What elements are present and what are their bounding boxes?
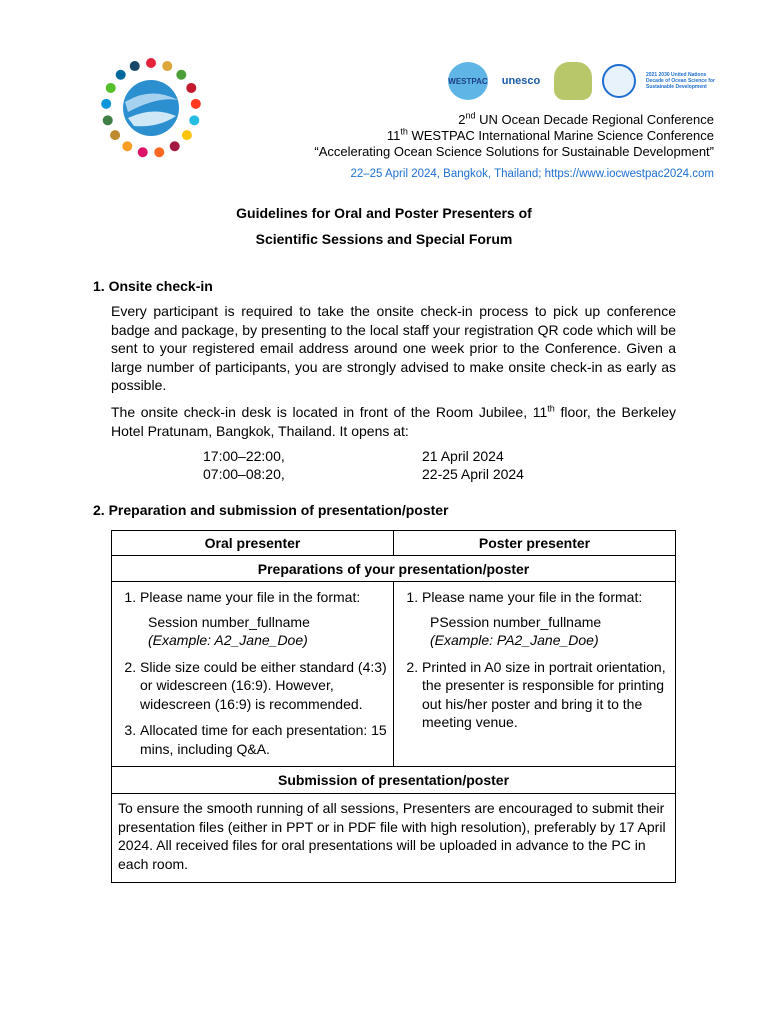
person-figure-icon (122, 141, 132, 151)
person-figure-icon (138, 147, 148, 157)
section-1-para-1: Every participant is required to take the onsite check-in process to pick up conference badge and package, by presenting to the local staff your registration QR code which will be sent to your registered email address around one week prior to the Conference. Given a large number of participants, you are strongly advised to make onsite check-in as early as possible. (111, 303, 676, 393)
westpac-logo: WESTPAC (448, 62, 488, 100)
person-figure-icon (176, 70, 186, 80)
header-line-1: 2nd UN Ocean Decade Regional Conference (458, 110, 714, 127)
person-figure-icon (110, 130, 120, 140)
emblem-logo (602, 64, 636, 98)
seal-logo (554, 62, 592, 100)
person-figure-icon (186, 83, 196, 93)
person-figure-icon (103, 115, 113, 125)
person-figure-icon (146, 58, 156, 68)
oral-cell: 1. Please name your file in the format: Session number_fullname (Example: A2_Jane_Doe) 2. Slide size could be either standard (4:3) or widescreen (16:9). However, widescreen (16:9) is recommended. 3. Allocated time for each presentation: 15 mins, including Q&A. (112, 582, 394, 767)
schedule-dates: 21 April 2024 22-25 April 2024 (422, 448, 524, 482)
person-figure-icon (154, 147, 164, 157)
presentation-table (111, 530, 676, 883)
section-1-heading: 1. Onsite check-in (93, 278, 213, 294)
poster-cell: 1. Please name your file in the format: PSession number_fullname (Example: PA2_Jane_Doe) 2. Printed in A0 size in portrait orientation, the presenter is responsible for printing out his/her poster and bring it to the meeting venue. (394, 582, 676, 767)
schedule-times: 17:00–22:00, 07:00–08:20, (203, 448, 285, 482)
doc-title-2: Scientific Sessions and Special Forum (255, 231, 513, 247)
person-figure-icon (101, 99, 111, 109)
col-oral: Oral presenter (112, 531, 394, 556)
partner-logos (448, 60, 718, 102)
submission-heading: Submission of presentation/poster (112, 767, 676, 794)
header-line-2: 11th WESTPAC International Marine Science Conference (386, 126, 714, 143)
person-figure-icon (106, 83, 116, 93)
person-figure-icon (162, 61, 172, 71)
person-figure-icon (170, 141, 180, 151)
section-2-heading: 2. Preparation and submission of presentation/poster (93, 502, 449, 518)
conference-date-url[interactable]: 22–25 April 2024, Bangkok, Thailand; https://www.iocwestpac2024.com (350, 168, 714, 180)
prep-heading: Preparations of your presentation/poster (112, 556, 676, 582)
person-figure-icon (130, 61, 140, 71)
header-line-3: “Accelerating Ocean Science Solutions for Sustainable Development” (314, 144, 714, 159)
col-poster: Poster presenter (394, 531, 676, 556)
submission-text: To ensure the smooth running of all sessions, Presenters are encouraged to submit their presentation files (either in PPT or in PDF file with high resolution), preferably by 17 April 2024. All received files for oral presentations will be uploaded in advance to the PC in each room. (112, 794, 676, 883)
person-figure-icon (182, 130, 192, 140)
person-figure-icon (116, 70, 126, 80)
section-1-para-2: The onsite check-in desk is located in front of the Room Jubilee, 11th floor, the Berkeley Hotel Pratunam, Bangkok, Thailand. It opens at: (111, 403, 677, 439)
unesco-logo: unesco (501, 75, 541, 87)
ocean-decade-logo: 2021 2030 United Nations Decade of Ocean Science for Sustainable Development (646, 72, 715, 90)
doc-title-1: Guidelines for Oral and Poster Presenters of (236, 205, 532, 221)
conference-logo (98, 56, 204, 160)
person-figure-icon (191, 99, 201, 109)
person-figure-icon (189, 115, 199, 125)
